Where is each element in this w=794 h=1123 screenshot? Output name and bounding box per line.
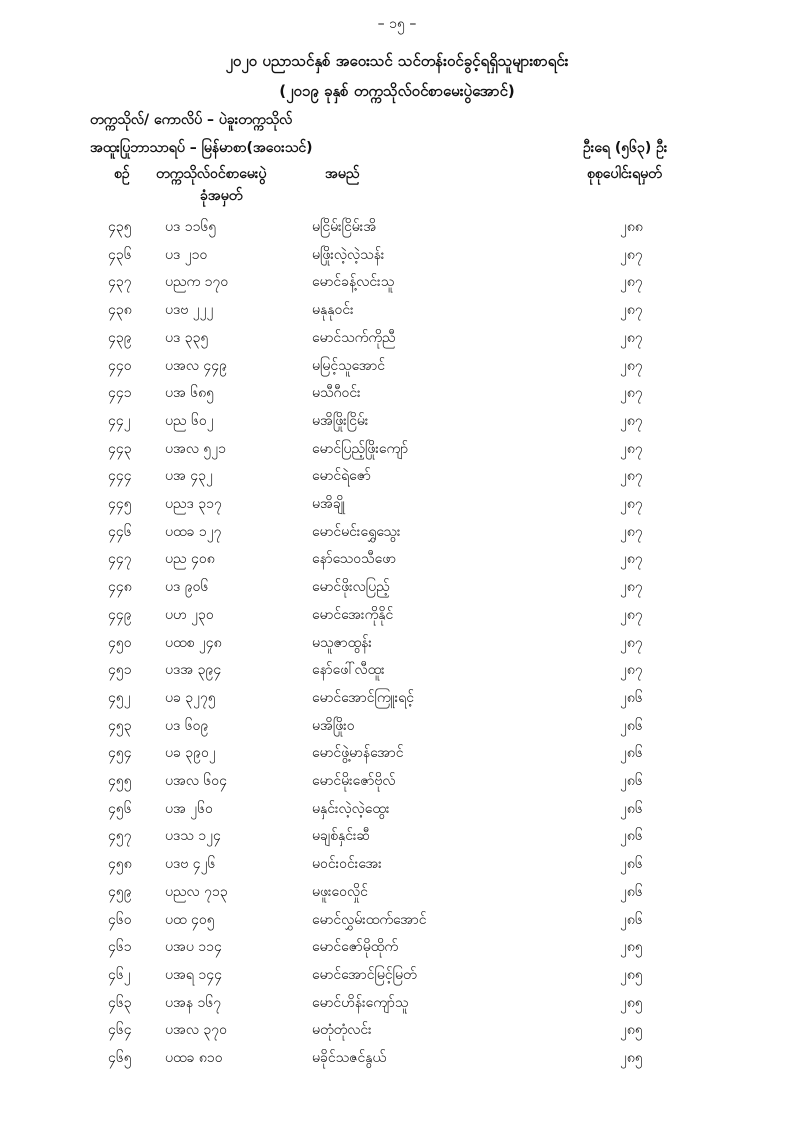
total-marks: ၂၈၆ [620, 773, 643, 789]
roll-number: ပဒ ၃၃၅ [165, 329, 209, 346]
row-number: ၄၅၆ [108, 800, 132, 817]
roll-number: ပဒဗ ၂၂၂ [165, 302, 214, 319]
roll-number: ပဟ ၂၃၀ [165, 606, 214, 623]
column-header-no: စဉ် [114, 166, 130, 182]
row-number: ၄၅၉ [108, 883, 132, 900]
student-name: မချစ်နှင်းဆီ [312, 828, 371, 845]
row-number: ၄၅၂ [108, 689, 131, 706]
column-header-roll: တက္ကသိုလ်ဝင်စာမေးပွဲ [156, 166, 267, 182]
total-marks: ၂၈၇ [620, 634, 643, 651]
total-marks: ၂၈၅ [620, 994, 643, 1011]
roll-number: ပအလ ၆၀၄ [165, 773, 228, 789]
row-number: ၄၃၇ [108, 274, 132, 291]
student-name: မောင်ပြည့်ဖြိုးကျော် [312, 440, 409, 457]
student-name: မောင်မိုးဇော်ဗိုလ် [312, 773, 396, 789]
table-row [0, 577, 794, 601]
table-row [0, 439, 794, 463]
total-marks: ၂၈၆ [620, 883, 643, 900]
table-row [0, 882, 794, 906]
roll-number: ပအ ၂၆၀ [165, 800, 213, 817]
row-number: ၄၅၈ [108, 856, 132, 873]
roll-number: ပထ ၄၀၅ [165, 911, 215, 928]
column-header-name: အမည် [325, 166, 360, 182]
table-row [0, 771, 794, 795]
table-row [0, 965, 794, 989]
total-marks: ၂၈၆ [620, 800, 643, 817]
roll-number: ပခ ၃၂၇၅ [165, 689, 216, 706]
roll-number: ပအပ ၁၁၄ [165, 939, 222, 956]
table-row [0, 466, 794, 490]
major-label: အထူးပြုဘာသာရပ် – မြန်မာစာ(အဝေးသင်) [90, 140, 313, 156]
student-name: နော်ဖေါ်လီထူး [312, 662, 385, 679]
roll-number: ပဒ ၉၀၆ [165, 579, 209, 596]
row-number: ၄၃၈ [108, 302, 132, 319]
table-row [0, 300, 794, 324]
row-number: ၄၄၀ [108, 357, 132, 374]
total-marks: ၂၈၇ [620, 274, 643, 291]
row-number: ၄၆၁ [108, 939, 132, 956]
roll-number: ပအ ၆၈၅ [165, 385, 215, 402]
student-name: မဖူးဝေလှိုင် [312, 883, 368, 900]
row-number: ၄၄၅ [108, 496, 132, 512]
row-number: ၄၃၉ [108, 329, 132, 346]
table-row [0, 1020, 794, 1044]
total-marks: ၂၈၆ [620, 745, 643, 762]
table-row [0, 549, 794, 573]
student-name: မောင်ရဲဇော် [312, 468, 371, 485]
student-name: မအိချို [312, 496, 345, 512]
total-marks: ၂၈၆ [620, 828, 643, 845]
table-row [0, 854, 794, 878]
roll-number: ပညက ၁၇၀ [165, 274, 229, 291]
total-marks: ၂၈၇ [620, 357, 643, 374]
table-row [0, 272, 794, 296]
row-number: ၄၆၃ [108, 994, 132, 1011]
table-row [0, 743, 794, 767]
roll-number: ပထခ ၁၂၇ [165, 523, 222, 540]
row-number: ၄၅၀ [108, 634, 132, 651]
table-row [0, 328, 794, 352]
table-row [0, 217, 794, 241]
total-marks: ၂၈၇ [620, 579, 643, 596]
table-row [0, 688, 794, 712]
document-title: ၂၀၂၀ ပညာသင်နှစ် အဝေးသင် သင်တန်းဝင်ခွင့်ရရှိသူများစာရင်း [225, 52, 569, 70]
student-name: မောင်သက်ကိုညီ [312, 329, 396, 346]
roll-number: ပဒ ၂၁၀ [165, 246, 208, 263]
row-number: ၄၄၂ [108, 412, 131, 429]
row-number: ၄၅၇ [108, 828, 132, 845]
row-number: ၄၄၃ [108, 440, 132, 457]
total-marks: ၂၈၆ [620, 689, 643, 706]
table-row [0, 605, 794, 629]
total-marks: ၂၈၇ [620, 412, 643, 429]
quota-label: ဦးရေ (၅၆၃) ဦး [583, 140, 668, 156]
table-row [0, 411, 794, 435]
table-row [0, 494, 794, 518]
table-row [0, 716, 794, 740]
row-number: ၄၃၆ [108, 246, 132, 263]
total-marks: ၂၈၆ [620, 911, 643, 928]
student-name: မောင်ဖိုးလပြည့် [312, 579, 390, 596]
total-marks: ၂၈၇ [620, 523, 643, 540]
student-name: မဖြိုးလဲ့လဲ့သန်း [312, 246, 385, 263]
roll-number: ပအလ ၃၇၀ [165, 1022, 228, 1039]
roll-number: ပဒဗ ၄၂၆ [165, 856, 216, 873]
row-number: ၄၆၂ [108, 966, 131, 983]
row-number: ၄၅၃ [108, 717, 132, 734]
table-row [0, 356, 794, 380]
roll-number: ပထခ ၈၁၀ [165, 1050, 223, 1066]
roll-number: ပဒ ၁၁၆၅ [165, 219, 217, 235]
student-name: မောင်အောင်ကြူးရင့် [312, 689, 414, 706]
roll-number: ပအရ ၁၄၄ [165, 966, 222, 983]
total-marks: ၂၈၅ [620, 1050, 643, 1066]
roll-number: ပဒသ ၁၂၄ [165, 828, 221, 845]
table-row [0, 660, 794, 684]
total-marks: ၂၈၇ [620, 385, 643, 402]
row-number: ၄၄၁ [108, 385, 132, 402]
roll-number: ပအန ၁၆၇ [165, 994, 222, 1011]
row-number: ၄၆၀ [108, 911, 132, 928]
roll-number: ပအလ ၅၂၁ [165, 440, 227, 457]
row-number: ၄၆၄ [108, 1022, 132, 1039]
total-marks: ၂၈၇ [620, 551, 643, 568]
row-number: ၄၄၈ [108, 579, 132, 596]
total-marks: ၂၈၇ [620, 606, 643, 623]
student-name: မအိဖြိုးငြိမ်း [312, 412, 369, 429]
row-number: ၄၄၇ [108, 551, 132, 568]
row-number: ၄၅၄ [108, 745, 132, 762]
document-subtitle: (၂၀၁၉ ခုနှစ် တက္ကသိုလ်ဝင်စာမေးပွဲအောင်) [279, 82, 515, 100]
student-name: မောင်လွှမ်းထက်အောင် [312, 911, 427, 928]
university-label: တက္ကသိုလ်/ ကောလိပ် – ပဲခူးတက္ကသိုလ် [90, 112, 293, 128]
row-number: ၄၅၁ [108, 662, 132, 679]
table-row [0, 799, 794, 823]
table-row [0, 522, 794, 546]
total-marks: ၂၈၅ [620, 939, 643, 956]
total-marks: ၂၈၇ [620, 662, 643, 679]
student-name: မမြင့်သူအောင် [312, 357, 386, 374]
student-name: မသီဂီဝင်း [312, 385, 361, 402]
roll-number: ပဒ ၆၀၉ [165, 717, 209, 734]
table-row [0, 633, 794, 657]
total-marks: ၂၈၅ [620, 966, 643, 983]
total-marks: ၂၈၈ [620, 219, 643, 235]
page-number: – ၁၅ – [377, 16, 417, 32]
table-row [0, 383, 794, 407]
roll-number: ပအ ၄၃၂ [165, 468, 213, 485]
total-marks: ၂၈၇ [620, 440, 643, 457]
table-row [0, 1048, 794, 1072]
total-marks: ၂၈၆ [620, 856, 643, 873]
table-row [0, 910, 794, 934]
student-name: မောင်ခန့်လင်းသူ [312, 274, 395, 291]
total-marks: ၂၈၇ [620, 496, 643, 512]
roll-number: ပထစ ၂၄၈ [165, 634, 222, 651]
student-name: မငြိမ်းငြိမ်းအိ [312, 219, 377, 235]
total-marks: ၂၈၇ [620, 302, 643, 319]
roll-number: ပအလ ၄၄၉ [165, 357, 228, 374]
roll-number: ပခ ၃၉၀၂ [165, 745, 216, 762]
roll-number: ပည ၆၀၂ [165, 412, 214, 429]
student-name: မောင်အေးကိုနိုင် [312, 606, 394, 623]
student-name: မနှင်းလဲ့လဲ့ထွေး [312, 800, 390, 817]
total-marks: ၂၈၇ [620, 329, 643, 346]
column-header-roll-line2: ခုံအမှတ် [200, 188, 243, 204]
student-name: မအိဖြိုးဝ [312, 717, 355, 734]
total-marks: ၂၈၇ [620, 468, 643, 485]
column-header-marks: စုစုပေါင်းရမှတ် [587, 166, 662, 182]
student-name: မောင်အောင်မြင့်မြတ် [312, 966, 417, 983]
student-name: မခိုင်သဇင်နွယ် [312, 1050, 387, 1066]
table-row [0, 826, 794, 850]
row-number: ၄၆၅ [108, 1050, 132, 1066]
student-name: မောင်မင်းရွှေသွေး [312, 523, 401, 540]
student-name: မောင်ဖွဲ့မာန်အောင် [312, 745, 404, 762]
student-name: မသူဇာထွန်း [312, 634, 372, 651]
roll-number: ပညဒ ၃၁၇ [165, 496, 222, 512]
table-row [0, 245, 794, 269]
row-number: ၄၄၆ [108, 523, 132, 540]
table-row [0, 937, 794, 961]
student-name: မနုနုဝင်း [312, 302, 354, 319]
student-name: နော်သေဝသီဖော [312, 551, 396, 568]
total-marks: ၂၈၅ [620, 1022, 643, 1039]
row-number: ၄၄၉ [108, 606, 132, 623]
row-number: ၄၄၄ [108, 468, 132, 485]
roll-number: ပညလ ၇၁၃ [165, 883, 228, 900]
student-name: မတုံတုံလင်း [312, 1022, 372, 1039]
student-name: မဝင်းဝင်းအေး [312, 856, 382, 873]
roll-number: ပဒအ ၃၉၄ [165, 662, 222, 679]
roll-number: ပည ၄၀၈ [165, 551, 215, 568]
student-name: မောင်ဇော်မိုထိုက် [312, 939, 399, 956]
row-number: ၄၅၅ [108, 773, 132, 789]
student-name: မောင်ဟိန်းကျော်သူ [312, 994, 409, 1011]
row-number: ၄၃၅ [108, 219, 132, 235]
total-marks: ၂၈၇ [620, 246, 643, 263]
total-marks: ၂၈၆ [620, 717, 643, 734]
table-row [0, 993, 794, 1017]
